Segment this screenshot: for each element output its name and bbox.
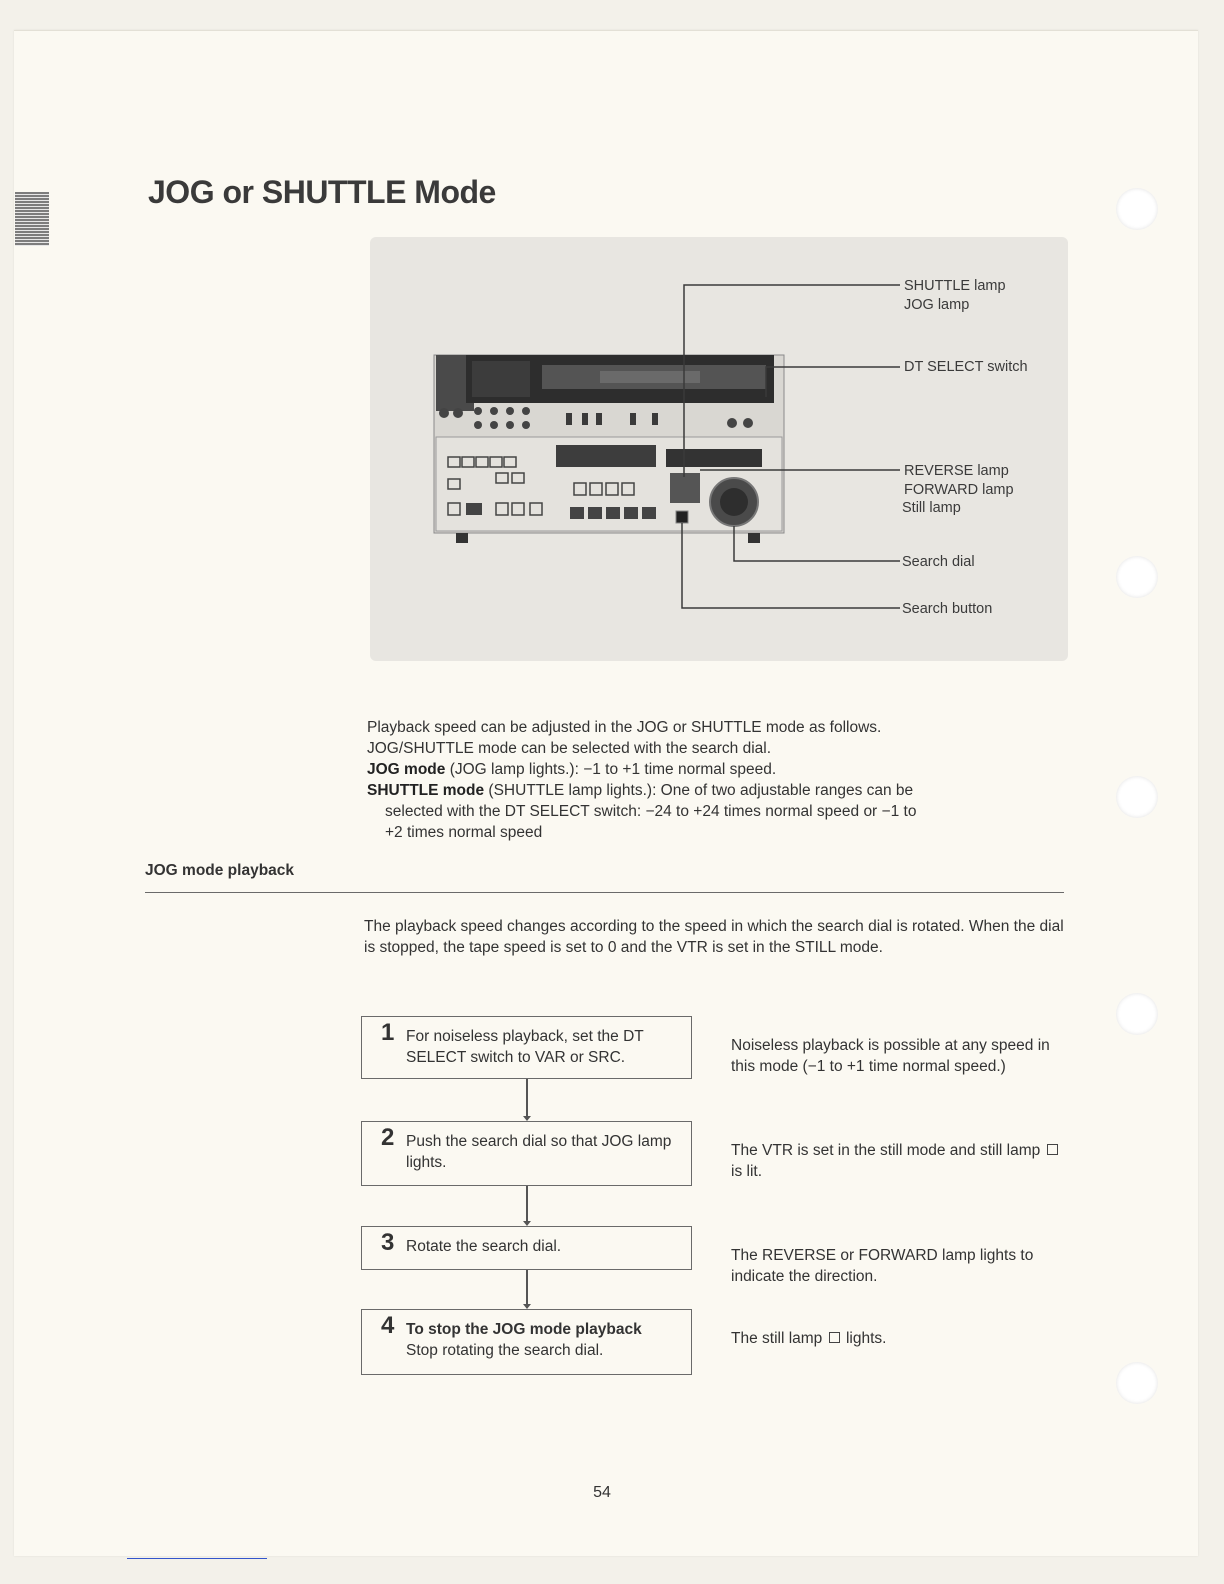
page-number: 54 [593, 1484, 611, 1501]
page-top-edge [14, 30, 1198, 31]
step-note-4 [731, 1328, 1071, 1349]
still-lamp-icon [1047, 1144, 1058, 1155]
level-meters [472, 361, 530, 397]
intro-line: JOG/SHUTTLE mode can be selected with the search dial. [367, 740, 772, 757]
section-description: The playback speed changes according to the speed in which the search dial is rotated. When the dial is stopped, the tape speed is set to 0 and the VTR is set in the STILL mode. [364, 918, 1064, 956]
mode-lamps-panel [670, 473, 700, 503]
step-text: Push the search dial so that JOG lamp lights. [406, 1133, 672, 1171]
search-dial-center [720, 488, 748, 516]
binder-hole [1116, 556, 1158, 598]
callout-jog-lamp: JOG lamp [904, 297, 970, 313]
step-text: Stop rotating the search dial. [406, 1342, 604, 1359]
step-connector [526, 1270, 528, 1305]
search-button [676, 511, 688, 523]
intro-text [367, 717, 1057, 843]
binder-hole [1116, 993, 1158, 1035]
step-number: 2 [381, 1124, 395, 1151]
callout-reverse-lamp: REVERSE lamp [904, 463, 1009, 479]
step-note-2 [731, 1140, 1071, 1182]
step-number: 3 [381, 1229, 395, 1256]
cassette-door [600, 371, 700, 383]
step-text: Rotate the search dial. [406, 1238, 562, 1255]
section-divider [145, 892, 1064, 893]
time-counter-display [666, 449, 762, 467]
leader-dt-select [766, 367, 900, 397]
callout-forward-lamp: FORWARD lamp [904, 482, 1014, 498]
edit-display [556, 445, 656, 467]
step-box-1 [361, 1016, 692, 1079]
step-note-3: The REVERSE or FORWARD lamp lights to indicate the direction. [731, 1247, 1034, 1285]
page-title: JOG or SHUTTLE Mode [148, 174, 496, 210]
step-box-3 [361, 1226, 692, 1270]
step-note-1: Noiseless playback is possible at any speed in this mode (−1 to +1 time normal speed.) [731, 1037, 1050, 1075]
step-text: For noiseless playback, set the DT SELECT switch to VAR or SRC. [406, 1028, 644, 1066]
note-text: The VTR is set in the still mode and still lamp [731, 1142, 1041, 1159]
callout-shuttle-lamp: SHUTTLE lamp [904, 278, 1006, 294]
callout-search-button: Search button [902, 601, 993, 617]
shuttle-mode-continuation: selected with the DT SELECT switch: −24 to +24 times normal speed or −1 to [385, 803, 917, 820]
section-heading: JOG mode playback [145, 862, 295, 879]
note-text: lights. [845, 1330, 887, 1347]
shuttle-mode-text: (SHUTTLE lamp lights.): One of two adjustable ranges can be [484, 782, 914, 799]
jog-mode-label: JOG mode [367, 761, 446, 778]
step-number: 4 [381, 1312, 395, 1339]
vtr-foot [456, 533, 468, 543]
step-box-4 [361, 1309, 692, 1375]
callout-still-lamp: Still lamp [902, 500, 961, 516]
still-lamp-icon [829, 1332, 840, 1343]
shuttle-mode-line [367, 780, 1057, 801]
shuttle-mode-continuation: +2 times normal speed [385, 824, 543, 841]
step-connector [526, 1079, 528, 1117]
vtr-foot [748, 533, 760, 543]
thumb-index-tab [15, 192, 49, 246]
step-title: To stop the JOG mode playback [406, 1321, 642, 1338]
callout-dt-select: DT SELECT switch [904, 359, 1028, 375]
jog-mode-line [367, 759, 1057, 780]
step-connector [526, 1186, 528, 1222]
step-box-2 [361, 1121, 692, 1186]
jog-mode-text: (JOG lamp lights.): −1 to +1 time normal speed. [445, 761, 777, 778]
intro-line: Playback speed can be adjusted in the JOG or SHUTTLE mode as follows. [367, 719, 882, 736]
step-number: 1 [381, 1019, 395, 1046]
vtr-front-panel-figure [370, 237, 1068, 661]
binder-hole [1116, 188, 1158, 230]
leader-search-button [682, 523, 900, 608]
callout-search-dial: Search dial [902, 554, 975, 570]
note-text: is lit. [731, 1163, 762, 1180]
note-text: The still lamp [731, 1330, 823, 1347]
binder-hole [1116, 1362, 1158, 1404]
binder-hole [1116, 776, 1158, 818]
footer-link-underline [127, 1558, 267, 1559]
shuttle-mode-label: SHUTTLE mode [367, 782, 485, 799]
